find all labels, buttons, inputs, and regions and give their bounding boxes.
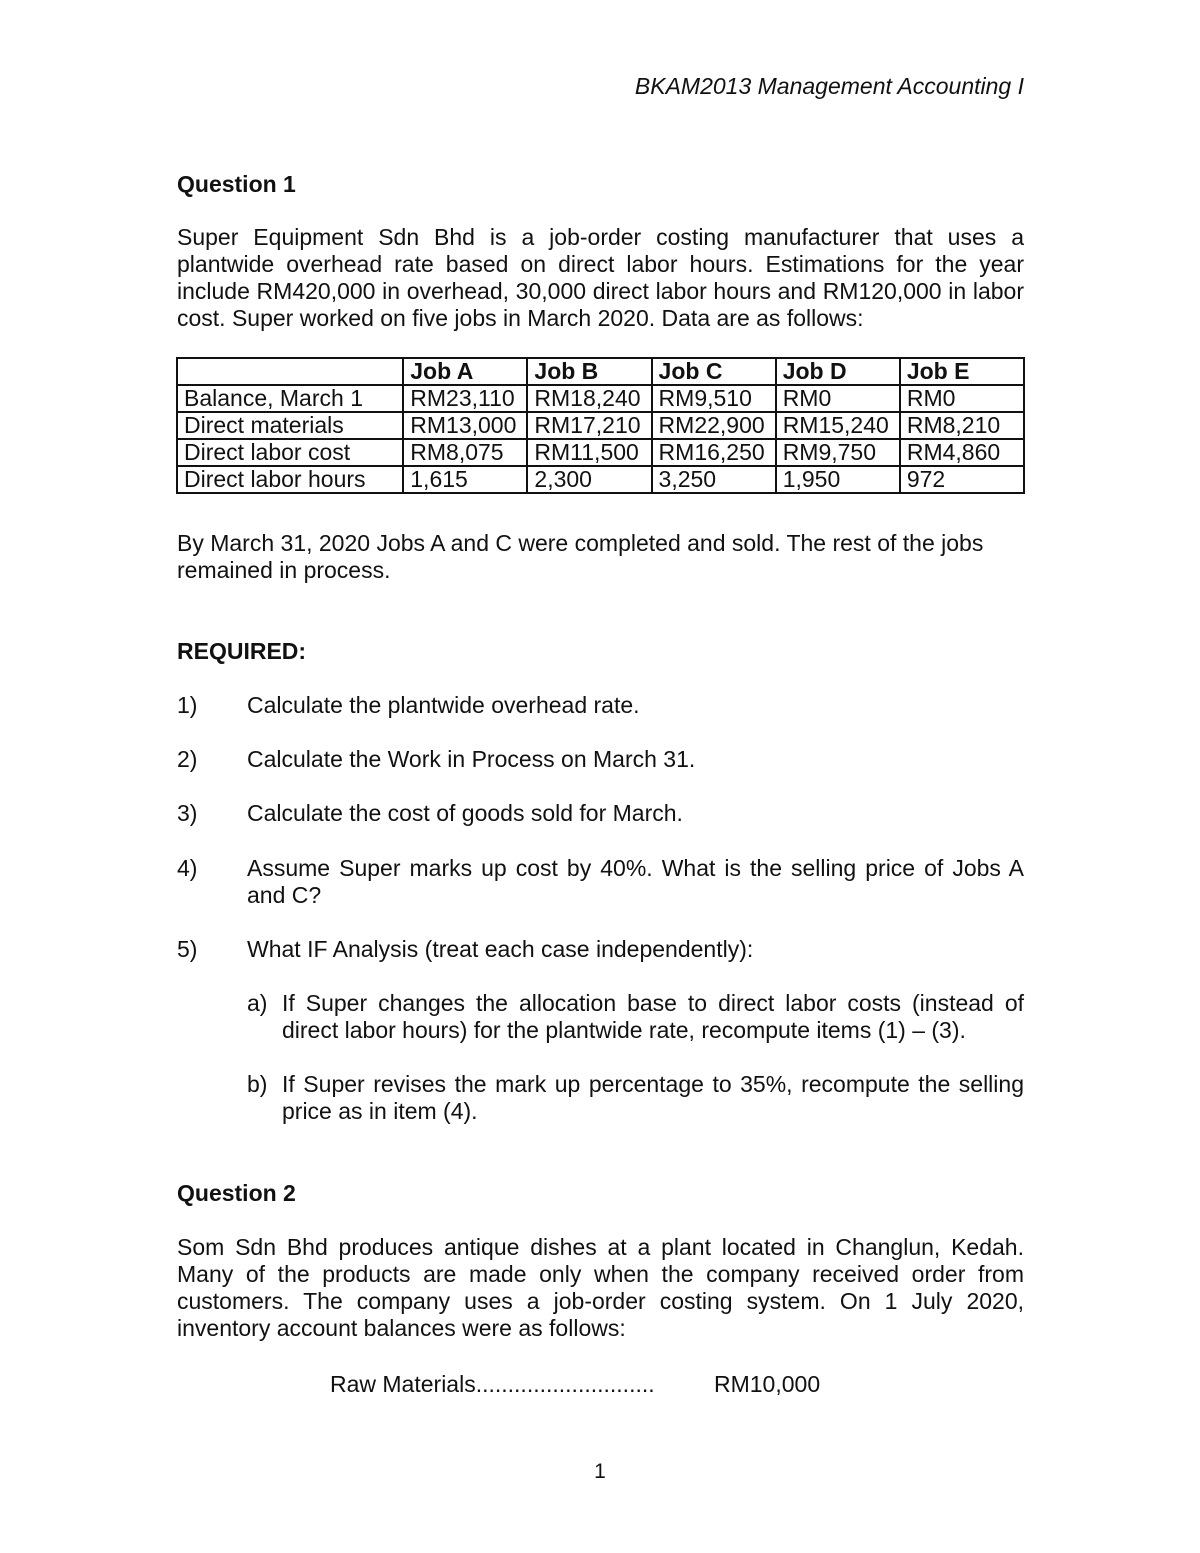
table-cell: RM22,900 bbox=[652, 412, 776, 439]
row-label: Direct labor cost bbox=[177, 439, 403, 466]
item-text: Calculate the plantwide overhead rate. bbox=[247, 692, 640, 718]
table-header-cell bbox=[177, 358, 403, 385]
question-2-intro: Som Sdn Bhd produces antique dishes at a plant located in Changlun, Kedah. Many of the products are made only when the company received order from customers. The company uses a job-order costing system. On 1 July 2020, inventory account balances were as follows: bbox=[177, 1234, 1024, 1341]
question-2-heading: Question 2 bbox=[177, 1180, 296, 1206]
table-cell: RM8,075 bbox=[403, 439, 527, 466]
table-cell: RM9,510 bbox=[652, 385, 776, 412]
case-text: If Super revises the mark up percentage to 35%, recompute the selling price as in item (4). bbox=[282, 1071, 1024, 1124]
table-cell: 2,300 bbox=[527, 466, 651, 493]
table-header-cell: Job E bbox=[900, 358, 1024, 385]
case-letter: a) bbox=[247, 990, 268, 1016]
table-header-cell: Job C bbox=[652, 358, 776, 385]
item-text: Assume Super marks up cost by 40%. What is the selling price of Jobs A and C? bbox=[247, 855, 1024, 908]
question-1-intro: Super Equipment Sdn Bhd is a job-order costing manufacturer that uses a plantwide overhead rate based on direct labor hours. Estimations for the year include RM420,000 in overhead, 30,000 direct labor hours and RM120,000 in labor cost. Super worked on five jobs in March 2020. Data are as follows: bbox=[177, 224, 1024, 331]
item-text: Calculate the Work in Process on March 31. bbox=[247, 746, 696, 772]
row-label: Direct labor hours bbox=[177, 466, 403, 493]
table-header-cell: Job B bbox=[527, 358, 651, 385]
table-header-row bbox=[177, 358, 1024, 385]
inventory-label: Raw Materials............................ bbox=[330, 1371, 655, 1397]
case-text: If Super changes the allocation base to direct labor costs (instead of direct labor hours) for the plantwide rate, recompute items (1) – (3). bbox=[282, 990, 1024, 1043]
required-label: REQUIRED: bbox=[177, 638, 307, 664]
table-cell: RM0 bbox=[900, 385, 1024, 412]
item-text: Calculate the cost of goods sold for March. bbox=[247, 800, 683, 826]
table-cell: RM15,240 bbox=[776, 412, 900, 439]
table-row bbox=[177, 385, 1024, 412]
table-cell: 3,250 bbox=[652, 466, 776, 493]
table-row bbox=[177, 412, 1024, 439]
table-cell: RM17,210 bbox=[527, 412, 651, 439]
job-cost-table bbox=[176, 357, 1025, 494]
table-cell: RM0 bbox=[776, 385, 900, 412]
case-letter: b) bbox=[247, 1071, 268, 1097]
table-cell: RM9,750 bbox=[776, 439, 900, 466]
table-cell: RM4,860 bbox=[900, 439, 1024, 466]
table-cell: RM11,500 bbox=[527, 439, 651, 466]
item-number: 3) bbox=[177, 800, 198, 826]
item-text: What IF Analysis (treat each case independently): bbox=[247, 936, 754, 962]
running-header: BKAM2013 Management Accounting I bbox=[634, 73, 1024, 99]
inventory-value: RM10,000 bbox=[714, 1371, 821, 1397]
table-cell: 1,950 bbox=[776, 466, 900, 493]
table-row bbox=[177, 439, 1024, 466]
table-cell: RM8,210 bbox=[900, 412, 1024, 439]
item-number: 5) bbox=[177, 936, 198, 962]
question-1-heading: Question 1 bbox=[177, 171, 296, 197]
item-number: 4) bbox=[177, 855, 198, 881]
item-number: 1) bbox=[177, 692, 198, 718]
table-header-cell: Job A bbox=[403, 358, 527, 385]
row-label: Balance, March 1 bbox=[177, 385, 403, 412]
row-label: Direct materials bbox=[177, 412, 403, 439]
table-cell: RM13,000 bbox=[403, 412, 527, 439]
table-cell: 1,615 bbox=[403, 466, 527, 493]
table-cell: RM18,240 bbox=[527, 385, 651, 412]
item-number: 2) bbox=[177, 746, 198, 772]
jobs-status-note: By March 31, 2020 Jobs A and C were completed and sold. The rest of the jobs remained in process. bbox=[177, 530, 984, 583]
page-number: 1 bbox=[594, 1460, 606, 1483]
table-row bbox=[177, 466, 1024, 493]
table-cell: RM16,250 bbox=[652, 439, 776, 466]
table-cell: RM23,110 bbox=[403, 385, 527, 412]
table-cell: 972 bbox=[900, 466, 1024, 493]
table-header-cell: Job D bbox=[776, 358, 900, 385]
